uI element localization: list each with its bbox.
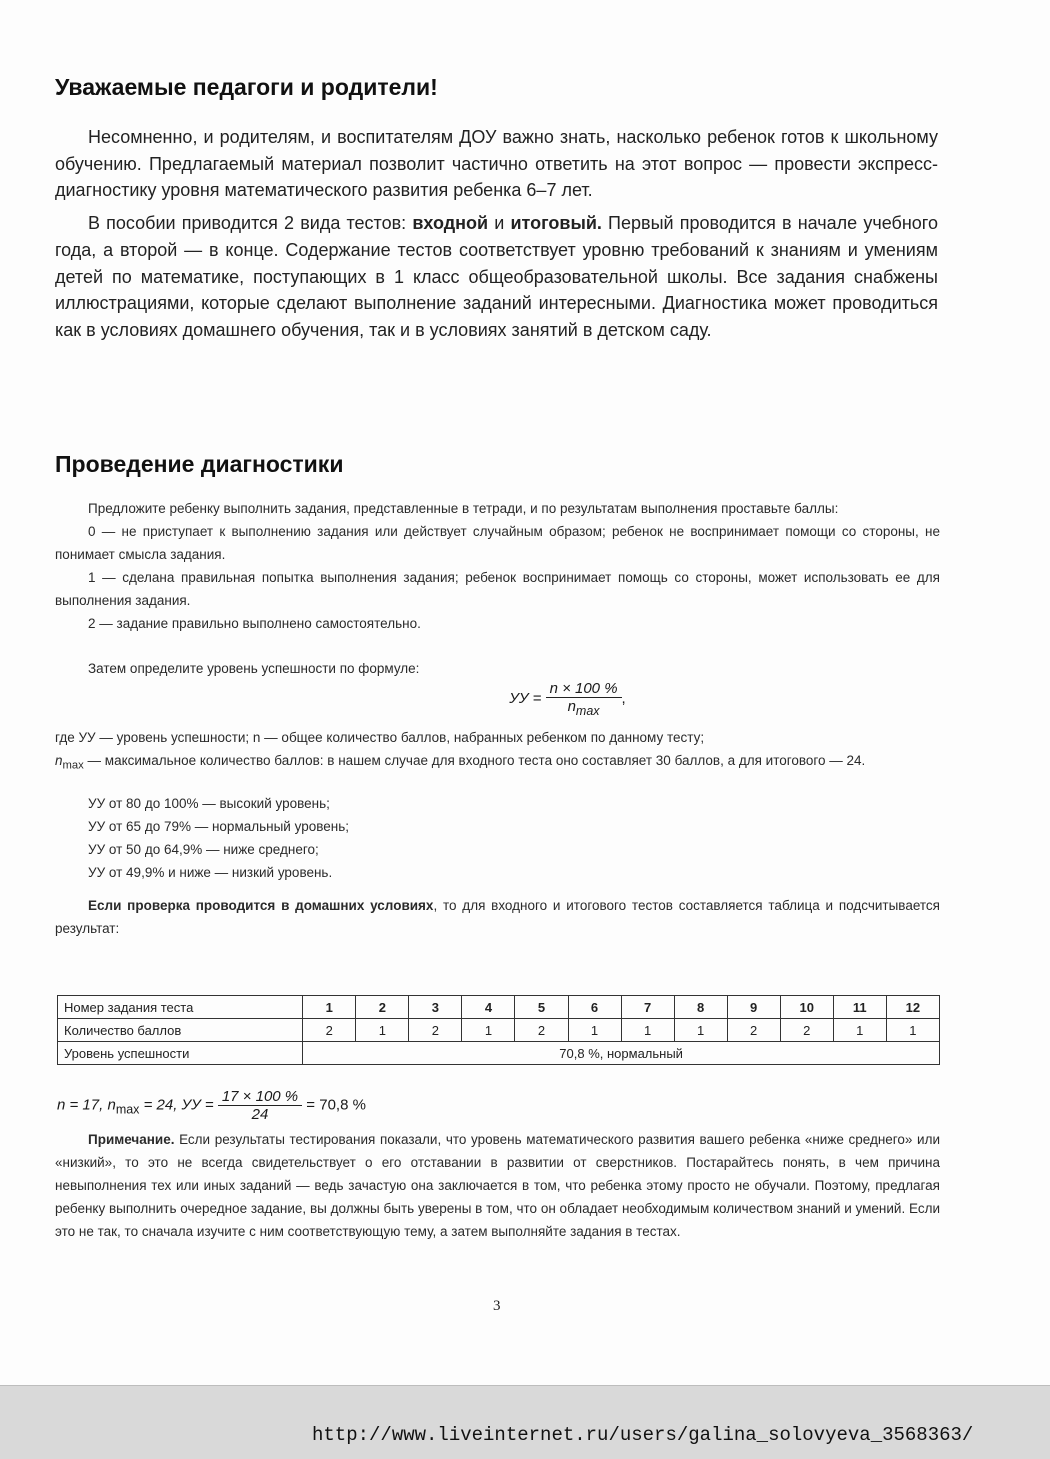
- fraction: [546, 680, 622, 718]
- text: В пособии приводится 2 вида тестов:: [88, 213, 413, 234]
- home-check-text: [55, 894, 940, 940]
- levels-list: [55, 792, 940, 884]
- level-item: УУ от 80 до 100% — высокий уровень;: [88, 795, 330, 811]
- intro-paragraph: Несомненно, и родителям, и воспитателям ДОУ важно знать, насколько ребенок готов к школьному обучению. Предлагаемый материал позволит частично ответить на этот вопрос — провести экспресс-диагностику уровня математического развития ребенка 6–7 лет.: [55, 127, 938, 201]
- score-cell: 2: [303, 1019, 356, 1042]
- example-calculation: [57, 1088, 366, 1123]
- subscript: max: [62, 759, 84, 772]
- text: и: [488, 213, 511, 234]
- task-number: 5: [515, 996, 568, 1019]
- note-text: [55, 1128, 940, 1243]
- text: — максимальное количество баллов: в нашем случае для входного теста оно составляет 30 баллов, а для итогового — 24.: [83, 753, 866, 768]
- definition-text: где УУ — уровень успешности; n — общее количество баллов, набранных ребенком по данному тесту;: [55, 730, 705, 745]
- page-heading: Уважаемые педагоги и родители!: [55, 74, 438, 100]
- numerator: n × 100 %: [546, 680, 622, 698]
- score-cell: 2: [780, 1019, 833, 1042]
- task-number: 1: [303, 996, 356, 1019]
- task-number: 2: [356, 996, 409, 1019]
- subscript: max: [575, 704, 600, 718]
- text: , то для входного и итогового тестов составляется таблица и подсчитывается результат:: [55, 897, 940, 936]
- results-table: [57, 995, 940, 1065]
- score-cell: 1: [462, 1019, 515, 1042]
- table-row: [58, 1019, 940, 1042]
- n-var: n: [567, 698, 576, 715]
- n-var: n: [55, 753, 63, 768]
- comma: ,: [621, 689, 626, 707]
- row-label: Уровень успешности: [58, 1042, 303, 1065]
- level-item: УУ от 65 до 79% — нормальный уровень;: [88, 818, 349, 834]
- text: Если результаты тестирования показали, что уровень математического развития вашего ребенка «ниже среднего» или «низкий», то это не всегда свидетельствует о его отставании в развитии от сверстников. Постарайтесь понять, в чем причина невыполнения тех или иных заданий — ведь зачастую она заключается в том, что ребенка этому просто не обучали. Поэтому, предлагая ребенку выполнить очередное задание, вы должны быть уверены в том, что он обладает необходимым количеством знаний и умений. Если это не так, то сначала изучите с ним соответствующую тему, а затем выполняйте задания в тестах.: [55, 1132, 940, 1239]
- page-number: 3: [493, 1298, 501, 1314]
- score-1-text: 1 — сделана правильная попытка выполнения задания; ребенок воспринимает помощь со стороны, может использовать ее для выполнения задания.: [55, 570, 940, 608]
- score-2-text: 2 — задание правильно выполнено самостоятельно.: [88, 616, 421, 631]
- score-cell: 1: [621, 1019, 674, 1042]
- text: = 70,8 %: [302, 1096, 366, 1114]
- task-number: 3: [409, 996, 462, 1019]
- task-number: 7: [621, 996, 674, 1019]
- numerator: 17 × 100 %: [218, 1088, 302, 1106]
- bold-term: входной: [412, 213, 489, 234]
- intro-section: [55, 124, 938, 344]
- score-cell: 1: [833, 1019, 886, 1042]
- subscript: max: [115, 1102, 140, 1117]
- denominator: 24: [251, 1106, 269, 1123]
- bold-term: итоговый.: [510, 213, 602, 234]
- text: = 24, УУ =: [139, 1096, 218, 1114]
- formula: [55, 680, 940, 726]
- denominator: [568, 698, 600, 718]
- task-number: 12: [886, 996, 939, 1019]
- section-heading: Проведение диагностики: [55, 451, 344, 477]
- score-cell: 1: [674, 1019, 727, 1042]
- note-section: [55, 1128, 940, 1243]
- score-cell: 1: [356, 1019, 409, 1042]
- formula-intro: Затем определите уровень успешности по формуле:: [88, 661, 420, 676]
- task-number: 9: [727, 996, 780, 1019]
- score-cell: 1: [568, 1019, 621, 1042]
- task-number: 8: [674, 996, 727, 1019]
- bold-term: Если проверка проводится в домашних условиях: [88, 897, 434, 913]
- row-label: Количество баллов: [58, 1019, 303, 1042]
- intro-paragraph-2: [55, 210, 938, 344]
- scan-margin: [0, 1385, 1050, 1459]
- watermark-url: http://www.liveinternet.ru/users/galina_solovyeva_3568363/: [312, 1424, 974, 1446]
- task-number: 10: [780, 996, 833, 1019]
- formula-lhs: УУ =: [509, 689, 542, 707]
- score-cell: 2: [727, 1019, 780, 1042]
- task-number: 4: [462, 996, 515, 1019]
- instruction-text: Предложите ребенку выполнить задания, представленные в тетради, и по результатам выполнения проставьте баллы:: [88, 501, 839, 516]
- score-0-text: 0 — не приступает к выполнению задания или действует случайным образом; ребенок не воспринимает помощи со стороны, не понимает смысла задания.: [55, 524, 940, 562]
- task-number: 11: [833, 996, 886, 1019]
- table-row: [58, 1042, 940, 1065]
- score-cell: 1: [886, 1019, 939, 1042]
- row-label: Номер задания теста: [58, 996, 303, 1019]
- result-cell: 70,8 %, нормальный: [303, 1042, 940, 1065]
- level-item: УУ от 49,9% и ниже — низкий уровень.: [88, 864, 333, 880]
- text: Первый проводится в начале учебного года, а второй — в конце. Содержание тестов соответствует уровню требований к знаниям и умениям детей по математике, поступающих в 1 класс общеобразовательной школы. Все задания снабжены иллюстрациями, которые сделают выполнение заданий интересными. Диагностика может проводиться как в условиях домашнего обучения, так и в условиях занятий в детском саду.: [55, 213, 938, 340]
- table-row: [58, 996, 940, 1019]
- score-cell: 2: [409, 1019, 462, 1042]
- task-number: 6: [568, 996, 621, 1019]
- level-item: УУ от 50 до 64,9% — ниже среднего;: [88, 841, 319, 857]
- score-cell: 2: [515, 1019, 568, 1042]
- text: n = 17, n: [57, 1096, 116, 1114]
- note-label: Примечание.: [88, 1132, 175, 1147]
- definition-text-2: [55, 749, 940, 778]
- diagnostics-section: [55, 497, 940, 940]
- fraction: [218, 1088, 302, 1123]
